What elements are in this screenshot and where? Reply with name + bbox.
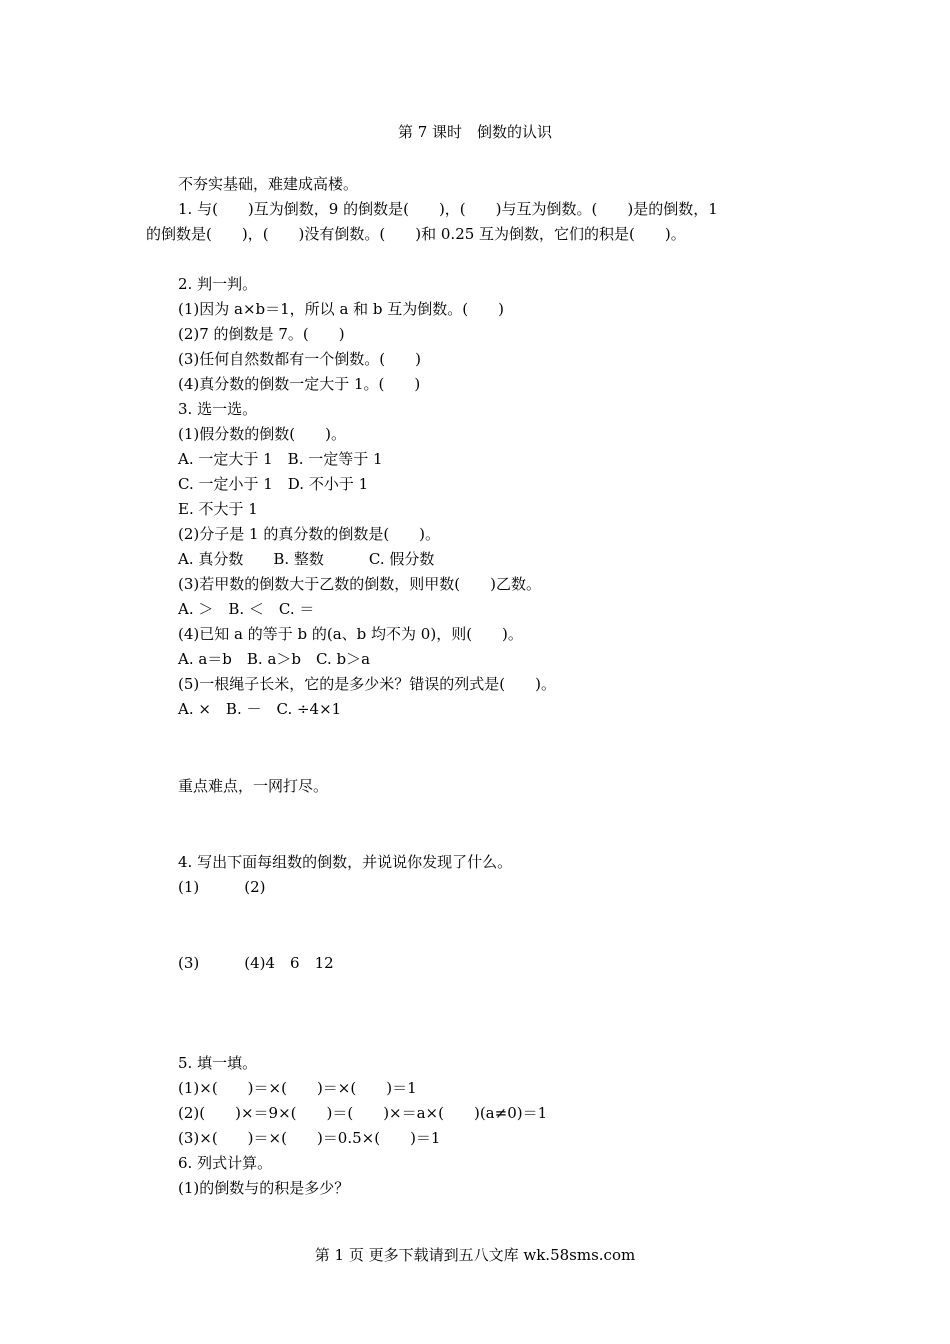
page-footer: 第 1 页 更多下载请到五八文库 wk.58sms.com [314, 1246, 636, 1264]
q3-line: A. a＝b B. a＞b C. b＞a [178, 650, 371, 668]
q5-item-1: (1)×( )＝×( )＝×( )＝1 [178, 1079, 417, 1097]
q1-line-1: 1. 与( )互为倒数，9 的倒数是( )，( )与互为倒数。( )是的倒数，1 [178, 200, 718, 218]
q2-item-3: (3)任何自然数都有一个倒数。( ) [178, 350, 421, 368]
q3-line: C. 一定小于 1 D. 不小于 1 [178, 475, 369, 493]
q4-row-1: (1) (2) [178, 878, 266, 896]
q6-item-1: (1)的倒数与的积是多少？ [178, 1179, 350, 1197]
q5-item-2: (2)( )×＝9×( )＝( )×＝a×( )(a≠0)＝1 [178, 1104, 548, 1122]
q3-line: A. 一定大于 1 B. 一定等于 1 [178, 450, 383, 468]
q2-item-4: (4)真分数的倒数一定大于 1。( ) [178, 375, 421, 393]
q3-line: (2)分子是 1 的真分数的倒数是( )。 [178, 525, 441, 543]
q4-title: 4. 写出下面每组数的倒数，并说说你发现了什么。 [178, 853, 513, 871]
q2-title: 2. 判一判。 [178, 275, 258, 293]
q3-line: A. × B. － C. ÷4×1 [178, 700, 342, 718]
q3-line: (1)假分数的倒数( )。 [178, 425, 346, 443]
section-heading-key-points: 重点难点，一网打尽。 [178, 777, 329, 795]
q3-line: A. 真分数 B. 整数 C. 假分数 [178, 550, 435, 568]
page-title: 第 7 课时 倒数的认识 [397, 123, 553, 141]
q3-title: 3. 选一选。 [178, 400, 258, 418]
q3-line: (3)若甲数的倒数大于乙数的倒数，则甲数( )乙数。 [178, 575, 541, 593]
q2-item-2: (2)7 的倒数是 7。( ) [178, 325, 345, 343]
q3-line: E. 不大于 1 [178, 500, 258, 518]
q2-item-1: (1)因为 a×b＝1，所以 a 和 b 互为倒数。( ) [178, 300, 504, 318]
q5-item-3: (3)×( )＝×( )＝0.5×( )＝1 [178, 1129, 441, 1147]
q3-line: (5)一根绳子长米，它的是多少米？错误的列式是( )。 [178, 675, 556, 693]
q6-title: 6. 列式计算。 [178, 1154, 273, 1172]
section-heading-basics: 不夯实基础，难建成高楼。 [178, 175, 359, 193]
q3-line: (4)已知 a 的等于 b 的(a、b 均不为 0)，则( )。 [178, 625, 523, 643]
q1-line-2: 的倒数是( )，( )没有倒数。( )和 0.25 互为倒数，它们的积是( )。 [146, 225, 686, 243]
q5-title: 5. 填一填。 [178, 1054, 258, 1072]
q3-line: A. ＞ B. ＜ C. ＝ [178, 600, 315, 618]
q4-row-2: (3) (4)4 6 12 [178, 954, 334, 972]
